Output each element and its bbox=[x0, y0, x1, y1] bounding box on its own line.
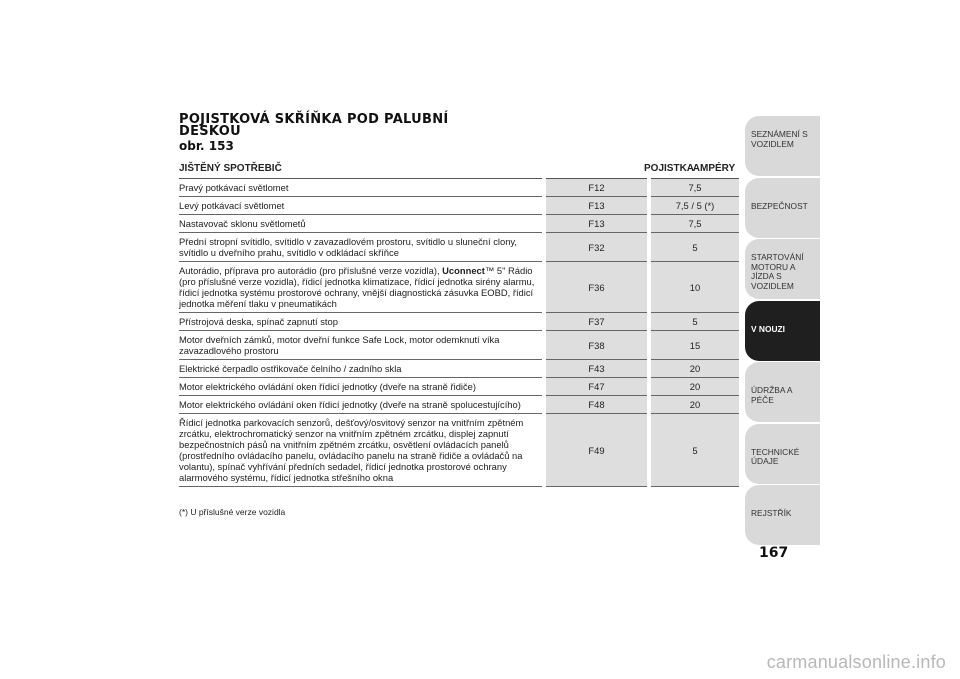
row-amperes: 10 bbox=[649, 262, 739, 313]
tab-bezpecnost[interactable]: BEZPEČNOST bbox=[745, 178, 820, 238]
table-footnote: (*) U příslušné verze vozidla bbox=[179, 507, 286, 517]
row-fuse: F32 bbox=[544, 233, 649, 262]
row-description: Řídicí jednotka parkovacích senzorů, dešťový/osvitový senzor na vnitřním zpětném zrcátku, elektrochromatický senzor na vnitřním zpětném zrcátku, displej zapnutí bezpečnostních pásů na vnitřním zpětném zrcátku, osvětlení ovládacích panelů (prostředního ovládacího panelu, ovládacího panelu na straně řidiče a ovládačů na volantu), spínač vyhřívání předních sedadel, řídicí jednotka prostorové ochrany alarmového systému, řídicí jednotka střešního okna bbox=[179, 414, 544, 487]
row-description: Elektrické čerpadlo ostřikovače čelního / zadního skla bbox=[179, 360, 544, 378]
table-row bbox=[179, 197, 739, 215]
table-row bbox=[179, 396, 739, 414]
table-row bbox=[179, 179, 739, 197]
row-fuse: F13 bbox=[544, 215, 649, 233]
header-fuse: POJISTKA bbox=[544, 162, 649, 179]
table-row bbox=[179, 215, 739, 233]
tab-udrzba[interactable]: ÚDRŽBA A PÉČE bbox=[745, 362, 820, 422]
row-fuse: F12 bbox=[544, 179, 649, 197]
row-amperes: 7,5 bbox=[649, 215, 739, 233]
tab-startovani[interactable]: STARTOVÁNÍ MOTORU A JÍZDA S VOZIDLEM bbox=[745, 239, 820, 299]
row-amperes: 15 bbox=[649, 331, 739, 360]
figure-reference: obr. 153 bbox=[179, 139, 234, 153]
row-fuse: F36 bbox=[544, 262, 649, 313]
uconnect-brand: Uconnect bbox=[442, 265, 485, 276]
fuse-table bbox=[179, 162, 739, 487]
page-number: 167 bbox=[759, 545, 789, 561]
table-row bbox=[179, 331, 739, 360]
table-row bbox=[179, 360, 739, 378]
row-amperes: 20 bbox=[649, 360, 739, 378]
row-description: Levý potkávací světlomet bbox=[179, 197, 544, 215]
chapter-tabs bbox=[745, 116, 820, 547]
table-row bbox=[179, 233, 739, 262]
tab-seznameni[interactable]: SEZNÁMENÍ S VOZIDLEM bbox=[745, 116, 820, 176]
row-fuse: F49 bbox=[544, 414, 649, 487]
row-fuse: F48 bbox=[544, 396, 649, 414]
row-amperes: 5 bbox=[649, 233, 739, 262]
tab-v-nouzi[interactable]: V NOUZI bbox=[745, 301, 820, 361]
row-description-text: ™ 5" Rádio (pro příslušné verze vozidla), řídicí jednotka klimatizace, řídicí jednotka sirény alarmu, řídicí jednotka systému prostorové ochrany, vnější diagnostická zásuvka EOBD, řídicí jednotka měření tlaku v pneumatikách bbox=[179, 265, 535, 309]
row-description: Přístrojová deska, spínač zapnutí stop bbox=[179, 313, 544, 331]
row-description: Pravý potkávací světlomet bbox=[179, 179, 544, 197]
row-fuse: F13 bbox=[544, 197, 649, 215]
row-description: Motor elektrického ovládání oken řídicí jednotky (dveře na straně spolucestujícího) bbox=[179, 396, 544, 414]
row-fuse: F38 bbox=[544, 331, 649, 360]
row-amperes: 20 bbox=[649, 396, 739, 414]
row-fuse: F47 bbox=[544, 378, 649, 396]
row-fuse: F43 bbox=[544, 360, 649, 378]
table-row bbox=[179, 262, 739, 313]
header-consumer: JIŠTĚNÝ SPOTŘEBIČ bbox=[179, 162, 544, 179]
row-description: Nastavovač sklonu světlometů bbox=[179, 215, 544, 233]
row-amperes: 5 bbox=[649, 414, 739, 487]
table-row bbox=[179, 414, 739, 487]
row-amperes: 20 bbox=[649, 378, 739, 396]
row-fuse: F37 bbox=[544, 313, 649, 331]
page-title: POJISTKOVÁ SKŘÍŇKA POD PALUBNÍ DESKOU bbox=[179, 112, 449, 139]
row-description: Motor elektrického ovládání oken řídicí jednotky (dveře na straně řidiče) bbox=[179, 378, 544, 396]
header-amperes: AMPÉRY bbox=[649, 162, 739, 179]
row-description bbox=[179, 262, 544, 313]
row-amperes: 7,5 / 5 (*) bbox=[649, 197, 739, 215]
row-description: Přední stropní svítidlo, svítidlo v zavazadlovém prostoru, svítidlo u sluneční clony, svítidlo u dveřního prahu, svítidlo v odkládací skříňce bbox=[179, 233, 544, 262]
row-amperes: 7,5 bbox=[649, 179, 739, 197]
table-row bbox=[179, 378, 739, 396]
row-amperes: 5 bbox=[649, 313, 739, 331]
table-row bbox=[179, 313, 739, 331]
watermark: carmanualsonline.info bbox=[766, 652, 946, 672]
row-description-text: Autorádio, příprava pro autorádio (pro příslušné verze vozidla), bbox=[179, 265, 443, 276]
tab-rejstrik[interactable]: REJSTŘÍK bbox=[745, 485, 820, 545]
row-description: Motor dveřních zámků, motor dveřní funkce Safe Lock, motor odemknutí víka zavazadlového prostoru bbox=[179, 331, 544, 360]
tab-technicke-udaje[interactable]: TECHNICKÉ ÚDAJE bbox=[745, 424, 820, 484]
